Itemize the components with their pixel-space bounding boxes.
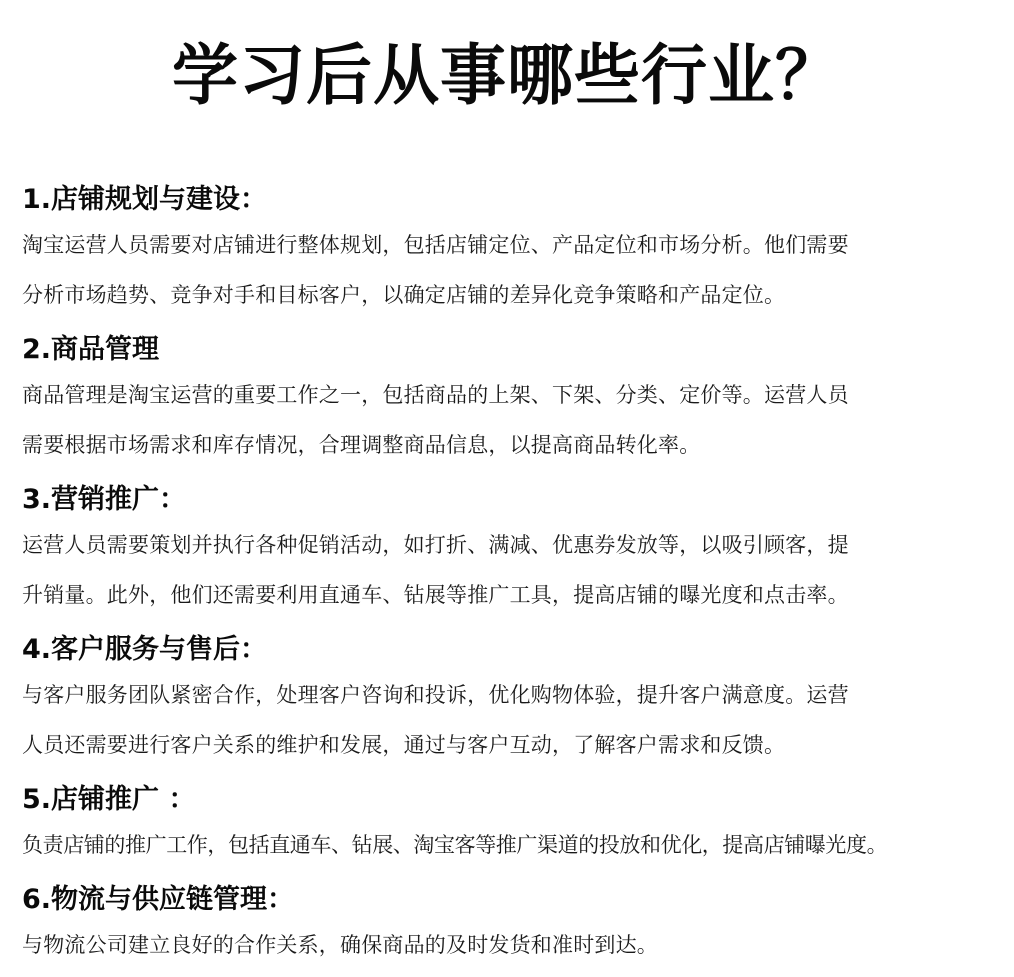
section-text-line: 与物流公司建立良好的合作关系，确保商品的及时发货和准时到达。 xyxy=(22,933,658,957)
section-text-line: 与客户服务团队紧密合作，处理客户咨询和投诉，优化购物体验，提升客户满意度。运营 xyxy=(22,683,849,707)
section-heading: 5.店铺推广 ： xyxy=(22,784,196,815)
section-customer-service xyxy=(22,630,1014,770)
section-heading: 6.物流与供应链管理： xyxy=(22,884,295,915)
section-text-line: 淘宝运营人员需要对店铺进行整体规划，包括店铺定位、产品定位和市场分析。他们需要 xyxy=(22,233,849,257)
section-marketing xyxy=(22,480,1014,620)
section-heading: 2.商品管理 xyxy=(22,334,160,365)
section-text-line: 商品管理是淘宝运营的重要工作之一，包括商品的上架、下架、分类、定价等。运营人员 xyxy=(22,383,849,407)
section-text-line: 需要根据市场需求和库存情况，合理调整商品信息，以提高商品转化率。 xyxy=(22,433,701,457)
page-title: 学习后从事哪些行业？ xyxy=(172,37,842,114)
section-product-management xyxy=(22,330,1014,470)
section-text-line: 升销量。此外，他们还需要利用直通车、钻展等推广工具，提高店铺的曝光度和点击率。 xyxy=(22,583,849,607)
section-logistics xyxy=(22,880,1014,970)
section-text-line: 分析市场趋势、竞争对手和目标客户，以确定店铺的差异化竞争策略和产品定位。 xyxy=(22,283,786,307)
section-text-line: 运营人员需要策划并执行各种促销活动，如打折、满减、优惠券发放等，以吸引顾客，提 xyxy=(22,533,849,557)
section-text-line: 人员还需要进行客户关系的维护和发展，通过与客户互动，了解客户需求和反馈。 xyxy=(22,733,786,757)
section-text-line: 负责店铺的推广工作，包括直通车、钻展、淘宝客等推广渠道的投放和优化，提高店铺曝光度。 xyxy=(22,833,888,857)
section-store-planning xyxy=(22,180,1014,320)
section-heading: 3.营销推广： xyxy=(22,484,187,515)
section-heading: 4.客户服务与售后： xyxy=(22,634,268,665)
section-store-promotion xyxy=(22,780,1014,870)
section-heading: 1.店铺规划与建设： xyxy=(22,184,268,215)
